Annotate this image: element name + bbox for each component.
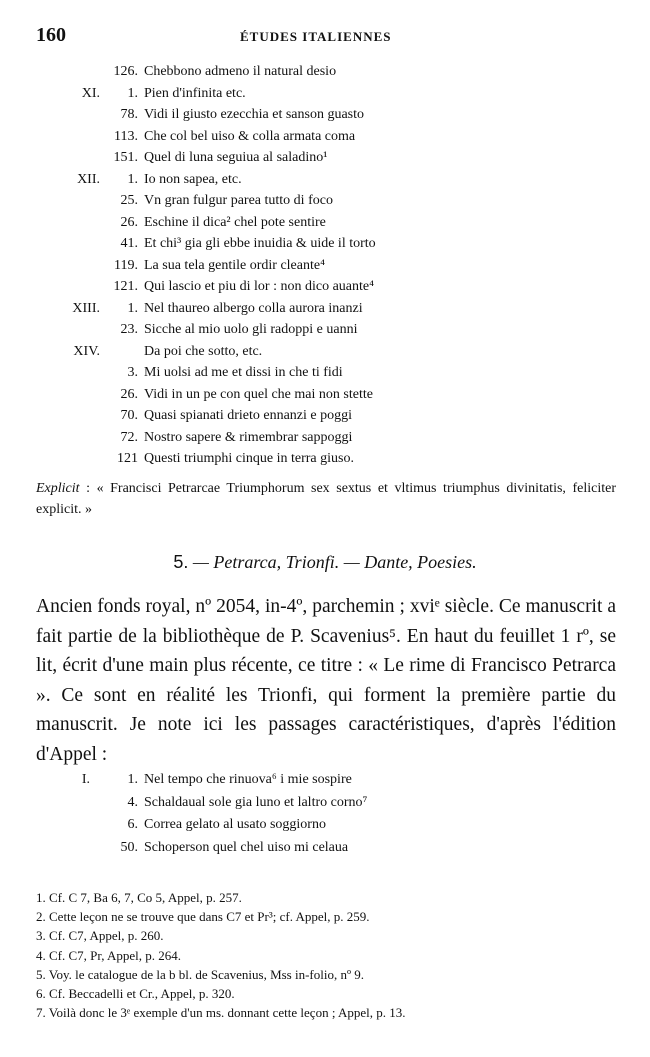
- page-header: [0, 24, 650, 48]
- verse-line-number: 121: [117, 451, 138, 466]
- verse-roman-numeral: XIII.: [72, 300, 100, 316]
- verse-line: [0, 193, 650, 215]
- verse-text: Et chi³ gia gli ebbe inuidia & uide il torto: [144, 236, 376, 251]
- verse-text: Sicche al mio uolo gli radoppi e uanni: [144, 322, 358, 337]
- footnote: 7. Voilà donc le 3ᵉ exemple d'un ms. donnant cette leçon ; Appel, p. 13.: [36, 1005, 406, 1021]
- verse-text: Pien d'infinita etc.: [144, 85, 246, 101]
- verse-line: [0, 451, 650, 473]
- verse-text: Quel di luna seguiua al saladino¹: [144, 150, 328, 165]
- verse-line: [0, 344, 650, 366]
- verse-line: [0, 150, 650, 172]
- verse-line-number: 23.: [120, 322, 138, 337]
- verse-roman-numeral: XI.: [81, 85, 100, 101]
- verse-line-number: 126.: [113, 64, 138, 79]
- verse-line: [0, 322, 650, 344]
- verse-text: Che col bel uiso & colla armata coma: [144, 128, 356, 144]
- verse-line: [0, 172, 650, 194]
- footnote: 2. Cette leçon ne se trouve que dans C7 et Pr³; cf. Appel, p. 259.: [36, 909, 370, 925]
- verse-line: [0, 365, 650, 387]
- verse-text: Da poi che sotto, etc.: [144, 343, 263, 359]
- body-paragraph: Ancien fonds royal, nº 2054, in-4º, parchemin ; xviᵉ siècle. Ce manuscrit a fait partie de la bibliothèque de P. Scavenius⁵. En haut du feuillet 1 rº, se lit, écrit d'une main plus récente, ce titre : « Le rime di Francisco Petrarca ». Ce sont en réalité les Trionfi, qui forment la première partie du manuscrit. Je note ici les passages caractéristiques, d'après l'édition d'Appel :: [36, 596, 616, 765]
- verse-text: Nel thaureo albergo colla aurora inanzi: [144, 300, 363, 316]
- explicit-label: Explicit: [36, 481, 80, 496]
- verse-line-number: 119.: [114, 257, 138, 273]
- verse-list: [0, 64, 650, 473]
- verse-line-number: 1.: [127, 85, 138, 101]
- verse-line: [0, 129, 650, 151]
- section-number: 5.: [173, 552, 189, 572]
- page-number: 160: [36, 24, 66, 46]
- verse-line: [0, 279, 650, 301]
- verse-line-number: 151.: [113, 150, 138, 165]
- verse-text: Schaldaual sole gia luno et laltro corno⁷: [144, 794, 368, 810]
- footnote: 4. Cf. C7, Pr, Appel, p. 264.: [36, 947, 182, 963]
- verse-text: Eschine il dica² chel pote sentire: [144, 214, 326, 230]
- verse-line-number: 78.: [120, 107, 138, 122]
- verse-text: Schoperson quel chel uiso mi celaua: [144, 839, 349, 855]
- verse-line-number: 26.: [120, 214, 138, 230]
- verse-line: [0, 795, 650, 818]
- verse-line-number: 50.: [120, 839, 138, 855]
- verse-text: Qui lascio et piu di lor : non dico auante⁴: [144, 279, 374, 294]
- verse-roman-numeral: XIV.: [73, 343, 100, 359]
- verse-text: Questi triumphi cinque in terra giuso.: [144, 451, 354, 466]
- explicit-text: : « Francisci Petrarcae Triumphorum sex sextus et vltimus triumphus divinitatis, feliciter explicit. »: [36, 481, 616, 517]
- verse-text: Mi uolsi ad me et dissi in che ti fidi: [144, 365, 343, 380]
- verse-line-number: 1.: [127, 171, 138, 187]
- verse-line: [0, 107, 650, 129]
- verse-line-number: 113.: [114, 128, 138, 144]
- explicit-note: [36, 478, 616, 520]
- footnotes: [36, 890, 616, 1024]
- verse-line-number: 1.: [127, 772, 138, 787]
- running-title: ÉTUDES ITALIENNES: [240, 29, 392, 44]
- verse-line: [0, 840, 650, 863]
- verse-text: Chebbono admeno il natural desio: [144, 64, 337, 79]
- verse-line-number: 6.: [127, 817, 138, 832]
- verse-line-number: 41.: [120, 236, 138, 251]
- footnote: 5. Voy. le catalogue de la b bl. de Scavenius, Mss in-folio, nº 9.: [36, 966, 365, 982]
- verse-line-number: 121.: [113, 279, 138, 294]
- verse-line: [0, 408, 650, 430]
- verse-line-number: 72.: [120, 429, 138, 445]
- verse-line: [0, 64, 650, 86]
- verse-list-2: [0, 772, 650, 862]
- verse-line-number: 3.: [127, 365, 138, 380]
- verse-line: [0, 387, 650, 409]
- verse-text: Nostro sapere & rimembrar sappoggi: [144, 429, 353, 445]
- verse-line: [0, 86, 650, 108]
- verse-line: [0, 236, 650, 258]
- section-title: — Petrarca, Trionfi. — Dante, Poesies.: [188, 552, 477, 572]
- verse-line: [0, 258, 650, 280]
- verse-roman-numeral: I.: [81, 772, 90, 787]
- verse-roman-numeral: XII.: [77, 171, 100, 187]
- verse-line-number: 25.: [120, 193, 138, 208]
- verse-line-number: 1.: [127, 300, 138, 316]
- verse-line: [0, 430, 650, 452]
- footnote: 6. Cf. Beccadelli et Cr., Appel, p. 320.: [36, 985, 235, 1001]
- verse-text: Vidi in un pe con quel che mai non stette: [144, 386, 373, 402]
- verse-text: Vn gran fulgur parea tutto di foco: [144, 193, 333, 208]
- verse-text: Quasi spianati drieto ennanzi e poggi: [144, 408, 352, 423]
- verse-text: Correa gelato al usato soggiorno: [144, 817, 326, 832]
- verse-line: [0, 772, 650, 795]
- verse-text: Io non sapea, etc.: [144, 171, 242, 187]
- footnote: 3. Cf. C7, Appel, p. 260.: [36, 928, 164, 944]
- verse-line: [0, 301, 650, 323]
- verse-line-number: 26.: [120, 386, 138, 402]
- verse-line: [0, 817, 650, 840]
- verse-text: Vidi il giusto ezecchia et sanson guasto: [144, 107, 364, 122]
- verse-text: La sua tela gentile ordir cleante⁴: [144, 257, 325, 273]
- section-heading: [0, 552, 650, 573]
- verse-line-number: 4.: [127, 794, 138, 810]
- verse-line: [0, 215, 650, 237]
- footnote: 1. Cf. C 7, Ba 6, 7, Co 5, Appel, p. 257.: [36, 890, 242, 905]
- verse-text: Nel tempo che rinuova⁶ i mie sospire: [144, 772, 352, 787]
- verse-line-number: 70.: [120, 408, 138, 423]
